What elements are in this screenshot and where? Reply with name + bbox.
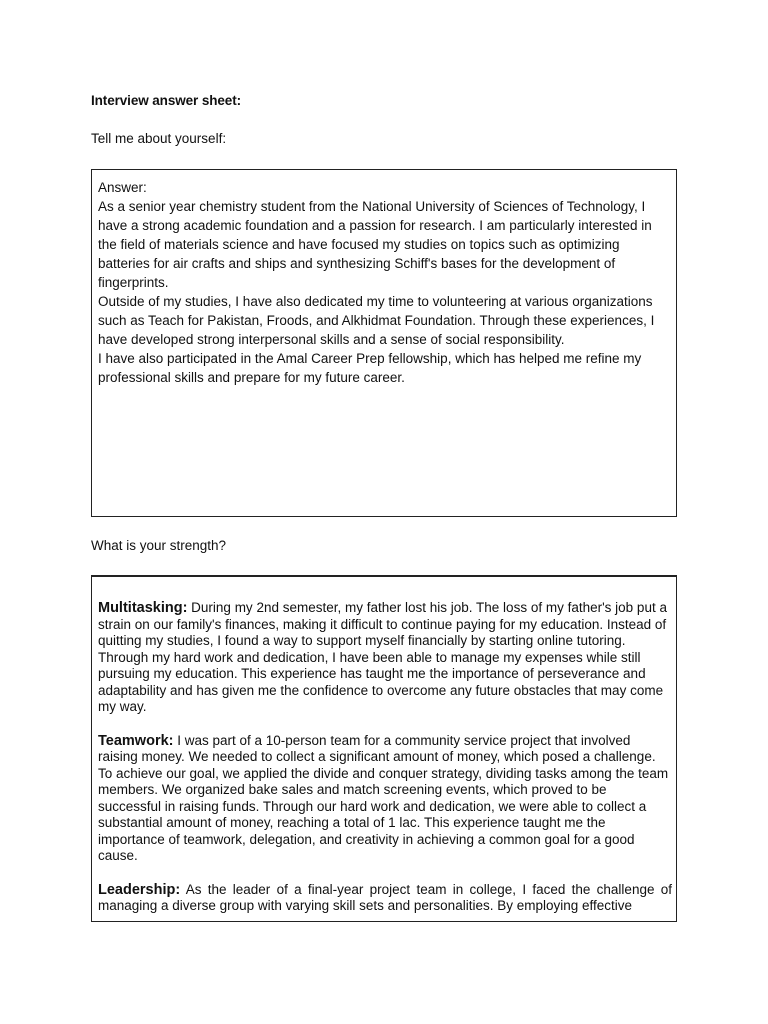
strength-multitasking [98,600,672,716]
strength-text-leadership: As the leader of a final-year project team in college, I faced the challenge of managing a diverse group with varying skill sets and personalities. By employing effective [98,881,672,913]
strength-heading-teamwork: Teamwork: [98,732,174,749]
strength-text-teamwork: I was part of a 10-person team for a community service project that involved raising money. We needed to collect a significant amount of money, which posed a challenge. To achieve our goal, we applied the divide and conquer strategy, dividing tasks among the team members. We organized bake sales and match screening events, which proved to be successful in raising funds. Through our hard work and dedication, we were able to collect a substantial amount of money, reaching a total of 1 lac. This experience taught me the importance of teamwork, delegation, and creativity in achieving a common goal for a good cause. [98,732,669,863]
strengths-content [98,600,672,922]
question-about-yourself: Tell me about yourself: [91,131,227,146]
answer-box-strength [91,575,677,922]
strength-heading-leadership: Leadership: [98,881,181,898]
strength-text-multitasking: During my 2nd semester, my father lost his job. The loss of my father's job put a strain on our family's finances, making it difficult to continue paying for my education. Instead of quitting my studies, I found a way to support myself financially by starting online tutoring. Through my hard work and dedication, I have been able to manage my expenses while still pursuing my education. This experience has taught me the importance of perseverance and adaptability and has given me the confidence to overcome any future obstacles that may come my way. [98,600,667,714]
strength-teamwork [98,733,672,865]
answer-paragraph-1: As a senior year chemistry student from the National University of Sciences of Technology, I have a strong academic foundation and a passion for research. I am particularly interested in the field of materials science and have focused my studies on topics such as optimizing batteries for air crafts and ships and synthesizing Schiff's bases for the development of fingerprints. [98,199,652,290]
strength-heading-multitasking: Multitasking: [98,600,188,616]
answer-content [98,178,670,387]
document-title: Interview answer sheet: [91,93,242,108]
answer-paragraph-2: Outside of my studies, I have also dedicated my time to volunteering at various organizations such as Teach for Pakistan, Froods, and Alkhidmat Foundation. Through these experiences, I have developed strong interpersonal skills and a sense of social responsibility. [98,294,655,347]
answer-box-about-yourself [91,169,677,517]
question-strength: What is your strength? [91,538,227,553]
answer-label: Answer: [98,180,147,195]
strength-leadership [98,882,672,915]
answer-paragraph-3: I have also participated in the Amal Career Prep fellowship, which has helped me refine my professional skills and prepare for my future career. [98,351,642,385]
